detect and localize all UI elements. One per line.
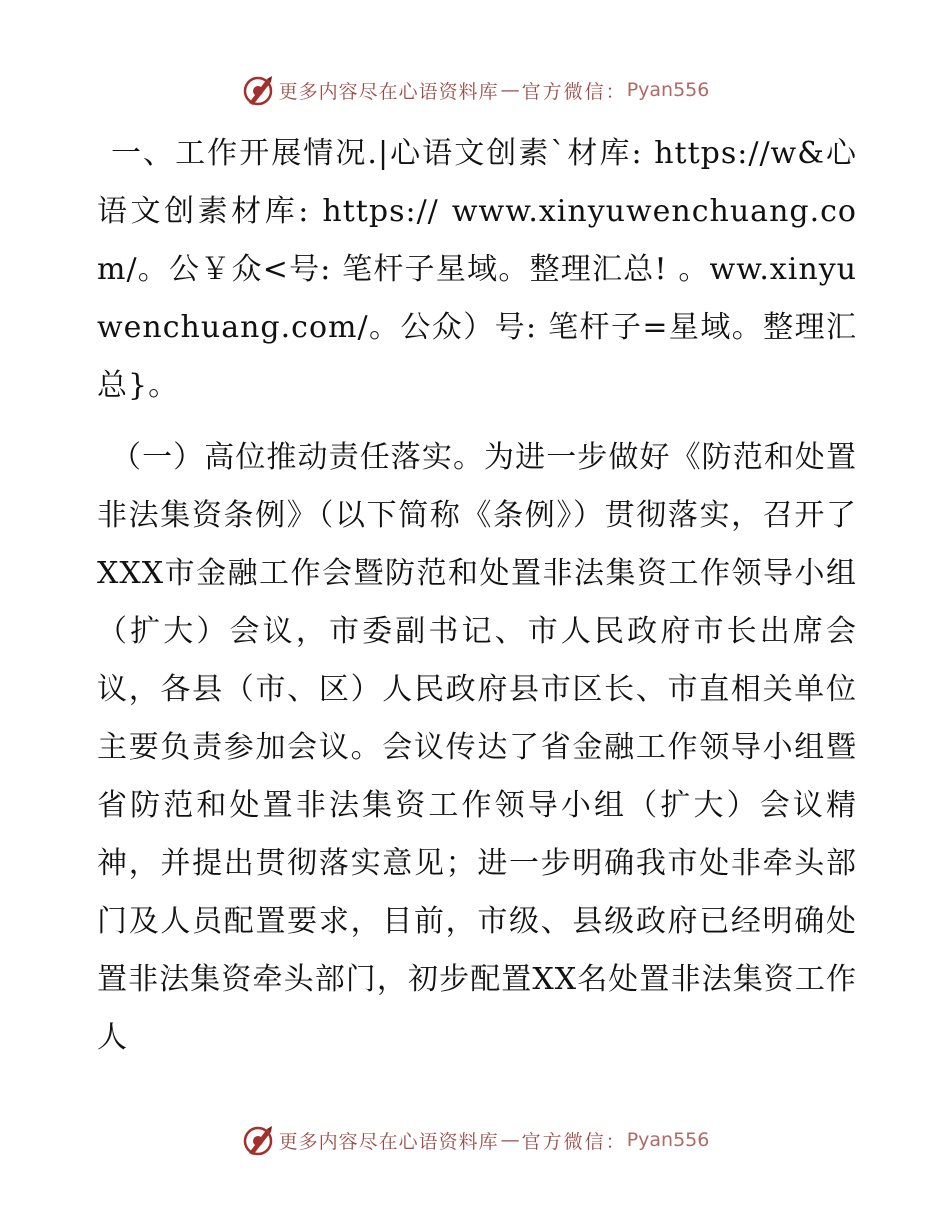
footer-watermark — [0, 1120, 950, 1160]
watermark-wechat-label: 官方微信： — [521, 80, 627, 103]
watermark-separator: — — [500, 79, 520, 101]
pen-logo-icon — [241, 73, 275, 107]
watermark-wechat-label: 官方微信： — [521, 1130, 627, 1153]
paragraph-work-progress: 一、工作开展情况.|心语文创素`材库: https://w&心语文创素材库: https:// www.xinyuwenchuang.com/。公￥众<号: 笔杆子星域。整理汇总! 。ww.xinyuwenchuang.com/。公众）号: 笔杆子=星域。整理汇总}。 — [97, 136, 857, 403]
watermark-library-text: 更多内容尽在心语资料库 — [278, 80, 499, 103]
document-body — [97, 125, 857, 1067]
watermark-wechat-id: Pyan556 — [626, 79, 710, 101]
watermark-wechat-id: Pyan556 — [626, 1129, 710, 1151]
watermark-library-text: 更多内容尽在心语资料库 — [278, 1130, 499, 1153]
watermark-separator: — — [500, 1129, 520, 1151]
header-watermark — [0, 70, 950, 110]
pen-logo-icon — [241, 1123, 275, 1157]
paragraph-responsibility: （一）高位推动责任落实。为进一步做好《防范和处置非法集资条例》（以下简称《条例》）贯彻落实，召开了XXX市金融工作会暨防范和处置非法集资工作领导小组（扩大）会议，市委副书记、市人民政府市长出席会议，各县（市、区）人民政府县市区长、市直相关单位主要负责参加会议。会议传达了省金融工作领导小组暨省防范和处置非法集资工作领导小组（扩大）会议精神，并提出贯彻落实意见；进一步明确我市处非牵头部门及人员配置要求，目前，市级、县级政府已经明确处置非法集资牵头部门，初步配置XX名处置非法集资工作人 — [97, 440, 857, 1055]
